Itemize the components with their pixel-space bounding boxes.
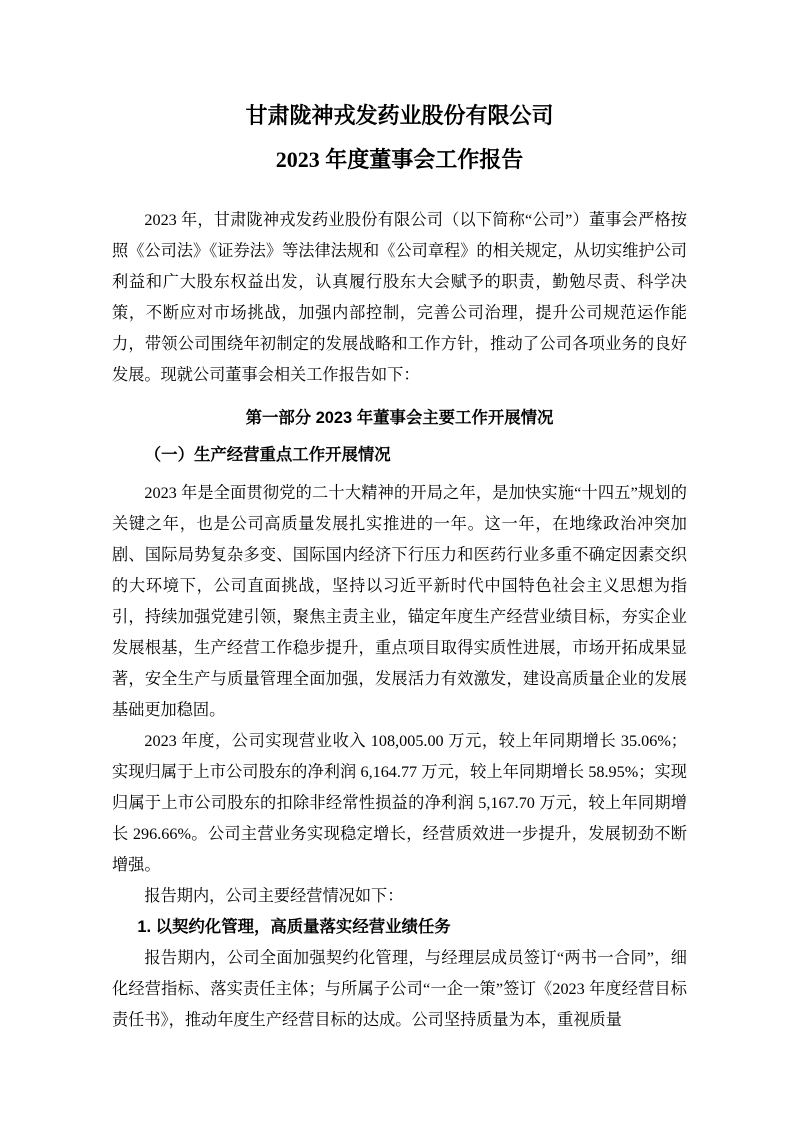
item1-heading: 1. 以契约化管理，高质量落实经营业绩任务 xyxy=(137,918,451,936)
section1-heading: （一）生产经营重点工作开展情况 xyxy=(144,446,391,464)
item1-paragraph: 报告期内，公司全面加强契约化管理，与经理层成员签订“两书一合同”，细化经营指标、落实责任主体；与所属子公司“一企一策”签订《2023 年度经营目标责任书》，推动年度生产经营目标的达成。公司坚持质量为本，重视质量 xyxy=(112,949,687,1029)
financials-paragraph: 2023 年度，公司实现营业收入 108,005.00 万元，较上年同期增长 35.06%；实现归属于上市公司股东的净利润 6,164.77 万元，较上年同期增长 58.95%；实现归属于上市公司股东的扣除非经常性损益的净利润 5,167.70 万元，较上年同期增长 296.66%。公司主营业务实现稳定增长，经营质效进一步提升，发展韧劲不断增强。 xyxy=(112,732,687,874)
document-subtitle: 2023 年度董事会工作报告 xyxy=(275,147,524,172)
intro-paragraph: 2023 年，甘肃陇神戎发药业股份有限公司（以下简称“公司”）董事会严格按照《公司法》《证券法》等法律法规和《公司章程》的相关规定，从切实维护公司利益和广大股东权益出发，认真履行股东大会赋予的职责，勤勉尽责、科学决策，不断应对市场挑战，加强内部控制，完善公司治理，提升公司规范运作能力，带领公司围绕年初制定的发展战略和工作方针，推动了公司各项业务的良好发展。现就公司董事会相关工作报告如下： xyxy=(112,211,687,384)
overview-paragraph: 2023 年是全面贯彻党的二十大精神的开局之年，是加快实施“十四五”规划的关键之年，也是公司高质量发展扎实推进的一年。这一年，在地缘政治冲突加剧、国际局势复杂多变、国际国内经济下行压力和医药行业多重不确定因素交织的大环境下，公司直面挑战，坚持以习近平新时代中国特色社会主义思想为指引，持续加强党建引领，聚焦主责主业，锚定年度生产经营业绩目标，夯实企业发展根基，生产经营工作稳步提升，重点项目取得实质性进展，市场开拓成果显著，安全生产与质量管理全面加强，发展活力有效激发，建设高质量企业的发展基础更加稳固。 xyxy=(112,484,687,719)
part1-heading: 第一部分 2023 年董事会主要工作开展情况 xyxy=(245,409,554,427)
document-title: 甘肃陇神戎发药业股份有限公司 xyxy=(245,103,554,128)
report-intro-line: 报告期内，公司主要经营情况如下： xyxy=(144,887,404,905)
